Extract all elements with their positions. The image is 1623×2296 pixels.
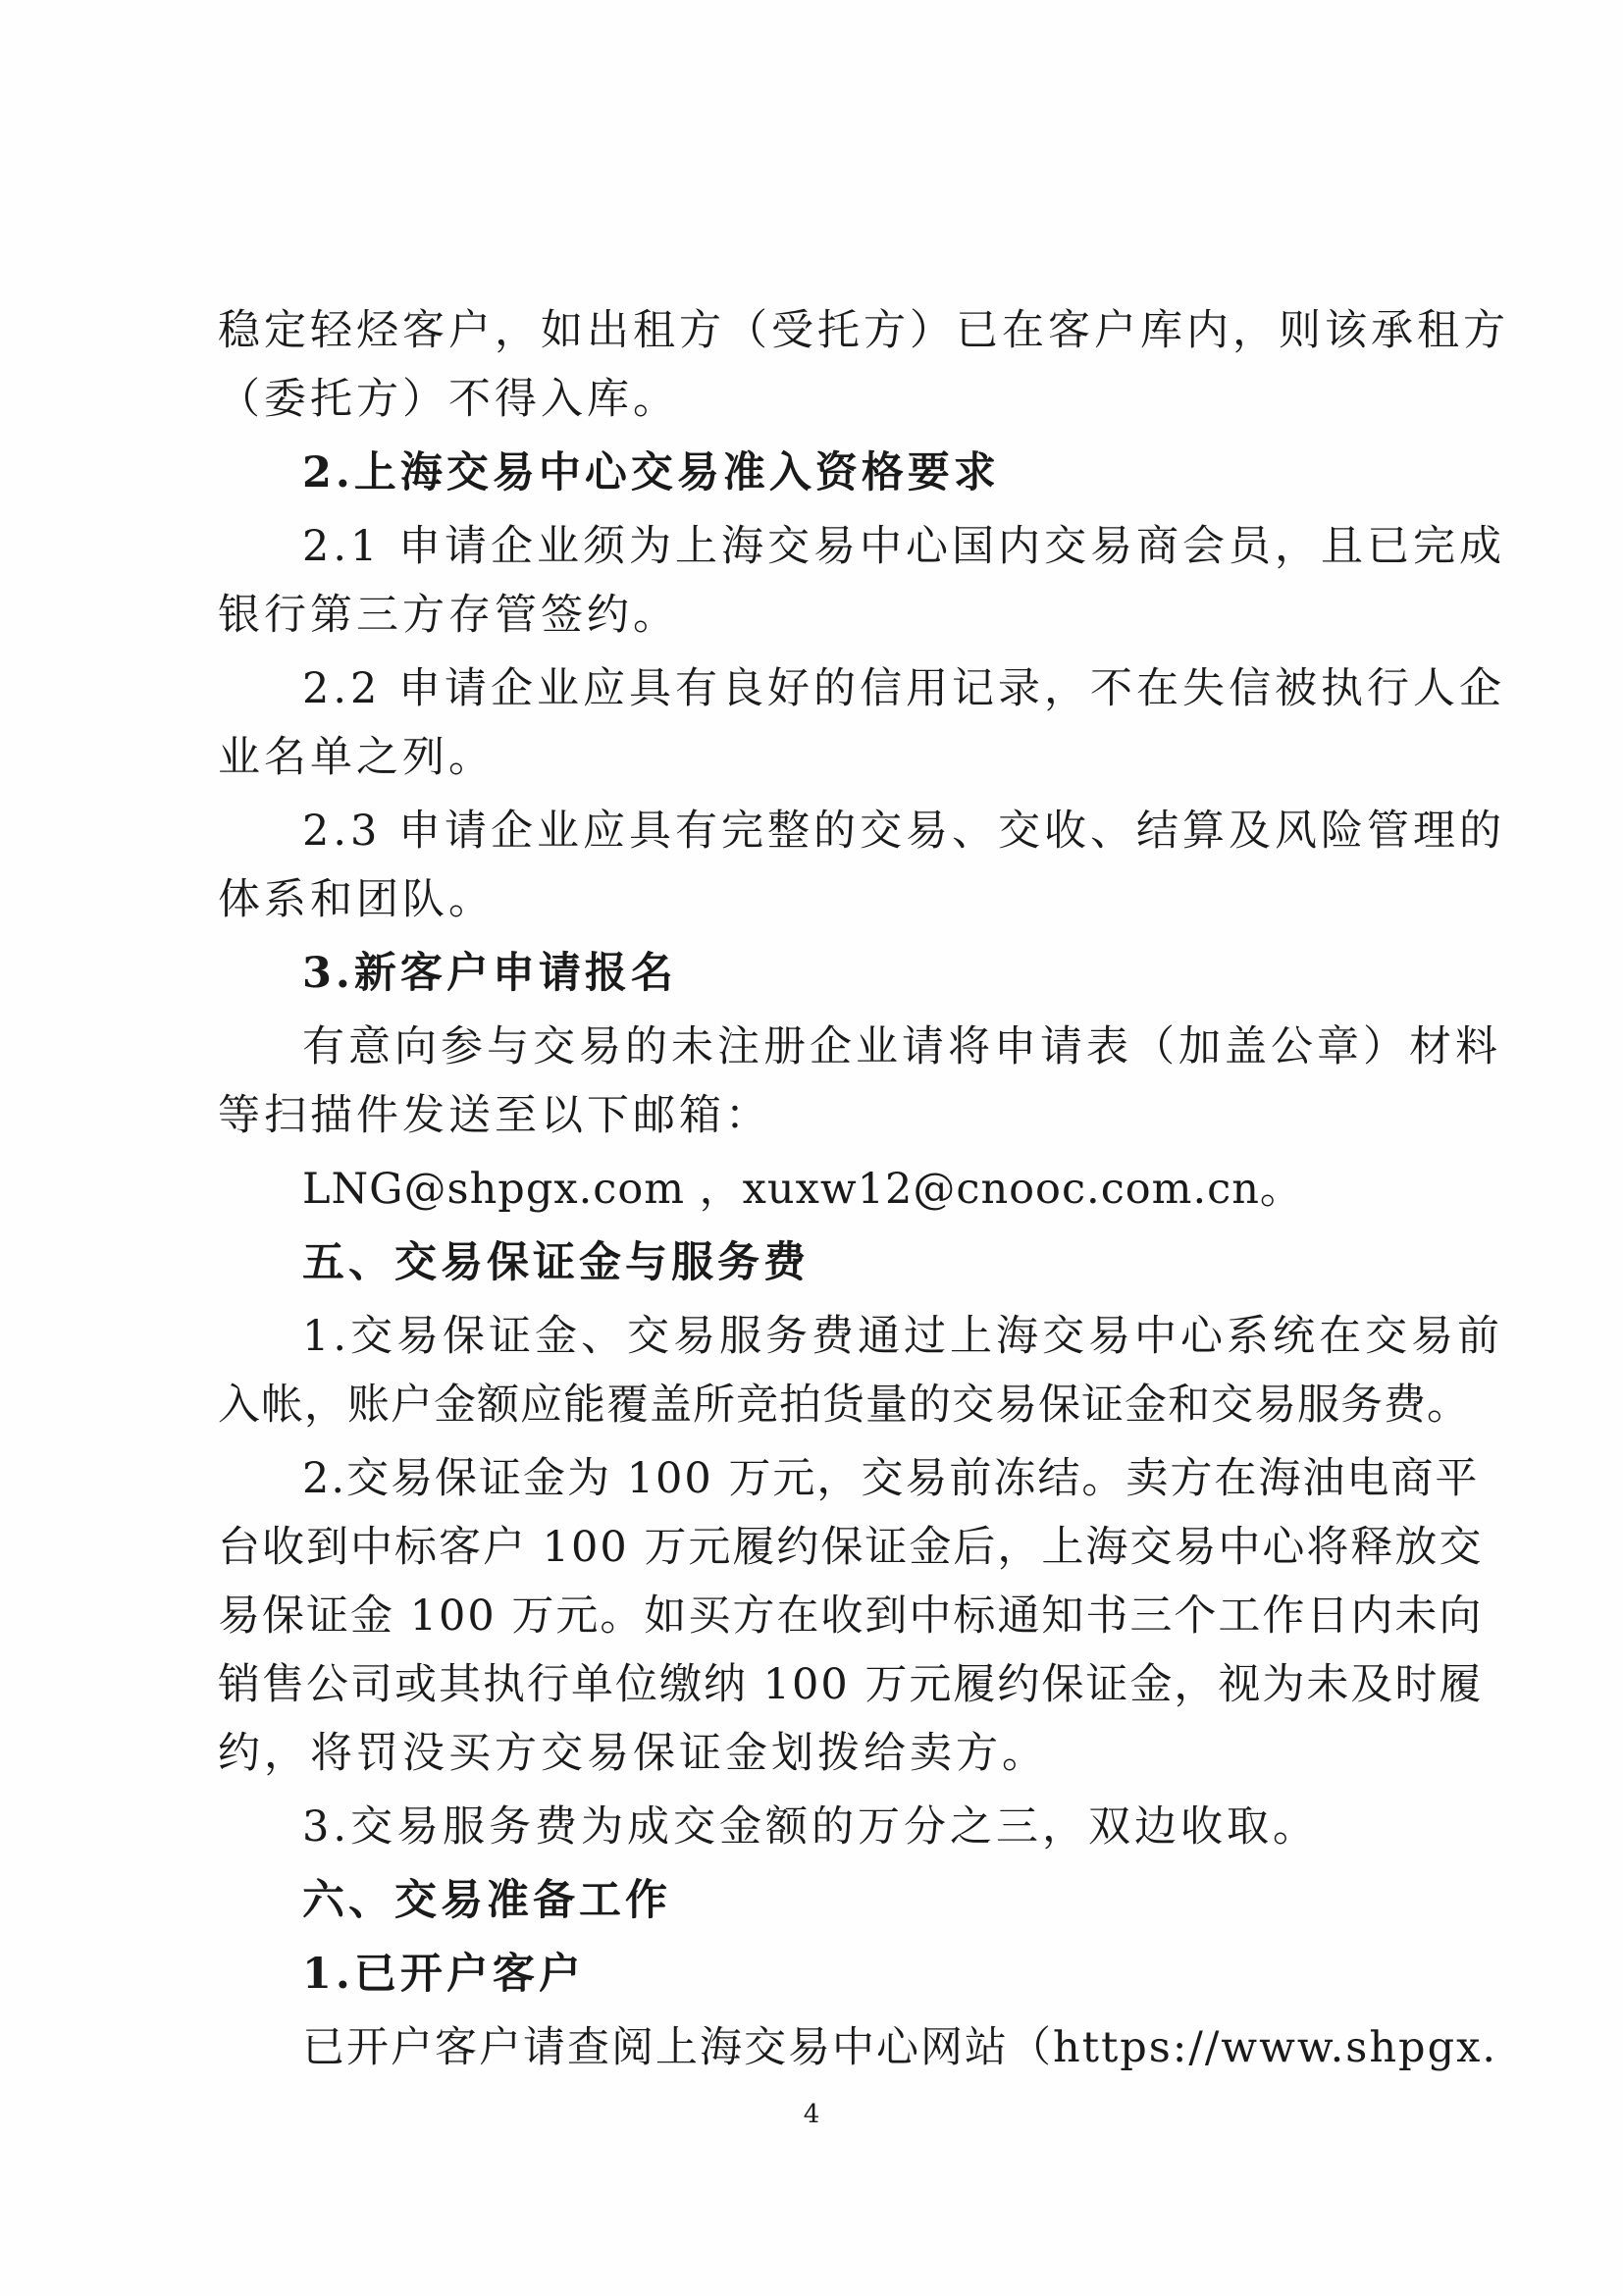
body-line: 台收到中标客户 100 万元履约保证金后，上海交易中心将释放交 (218, 1523, 1484, 1572)
page-number: 4 (803, 2100, 820, 2129)
body-line: （委托方）不得入库。 (218, 375, 679, 424)
body-line: 体系和团队。 (218, 875, 495, 924)
section-heading: 1.已开户客户 (302, 1950, 585, 1999)
body-line: 2.1 申请企业须为上海交易中心国内交易商会员，且已完成 (302, 522, 1506, 571)
body-line: 2.交易保证金为 100 万元，交易前冻结。卖方在海油电商平 (302, 1454, 1480, 1503)
body-line: 稳定轻烃客户，如出租方（受托方）已在客户库内，则该承租方 (218, 306, 1509, 355)
chapter-heading: 五、交易保证金与服务费 (302, 1238, 810, 1287)
email-line: LNG@shpgx.com ，xuxw12@cnooc.com.cn。 (302, 1165, 1303, 1214)
section-heading: 3.新客户申请报名 (302, 949, 677, 998)
body-line: 销售公司或其执行单位缴纳 100 万元履约保证金，视为未及时履 (218, 1660, 1484, 1709)
body-line: 2.2 申请企业应具有良好的信用记录，不在失信被执行人企 (302, 664, 1506, 713)
body-line: 2.3 申请企业应具有完整的交易、交收、结算及风险管理的 (302, 807, 1506, 856)
body-line: 已开户客户请查阅上海交易中心网站（https://www.shpgx. (302, 2023, 1498, 2072)
body-line: 易保证金 100 万元。如买方在收到中标通知书三个工作日内未向 (218, 1592, 1484, 1641)
body-line: 业名单之列。 (218, 733, 495, 782)
body-line: 约，将罚没买方交易保证金划拨给卖方。 (218, 1729, 1048, 1778)
body-line: 3.交易服务费为成交金额的万分之三，双边收取。 (302, 1802, 1320, 1852)
section-heading: 2.上海交易中心交易准入资格要求 (302, 448, 1000, 497)
body-line: 银行第三方存管签约。 (218, 591, 679, 640)
body-line: 等扫描件发送至以下邮箱： (218, 1091, 771, 1140)
body-line: 1.交易保证金、交易服务费通过上海交易中心系统在交易前 (302, 1312, 1504, 1361)
body-line: 入帐，账户金额应能覆盖所竞拍货量的交易保证金和交易服务费。 (218, 1381, 1470, 1430)
chapter-heading: 六、交易准备工作 (302, 1876, 671, 1925)
body-line: 有意向参与交易的未注册企业请将申请表（加盖公章）材料 (302, 1022, 1501, 1071)
